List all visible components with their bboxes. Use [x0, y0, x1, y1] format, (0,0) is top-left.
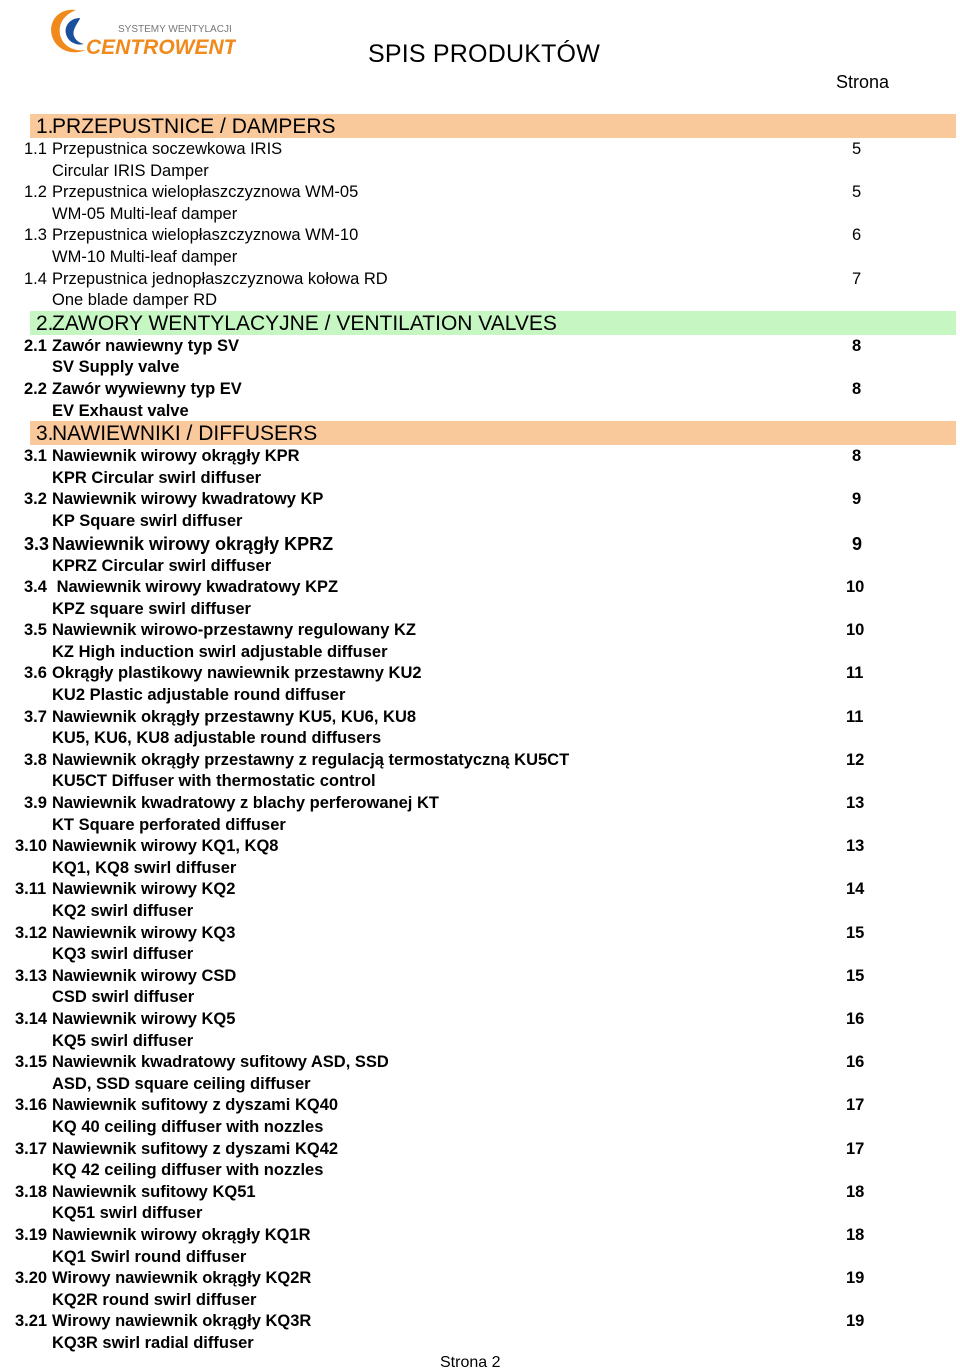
- entry-number: 3.5: [24, 621, 47, 640]
- section-header: [0, 114, 960, 138]
- entry-number: 3.15: [15, 1053, 48, 1072]
- entry-title-en: Circular IRIS Damper: [52, 161, 209, 180]
- toc-entry-subtitle: [0, 900, 960, 922]
- entry-number: 3.14: [15, 1009, 48, 1028]
- entry-page-number: 10: [846, 621, 865, 640]
- toc-entry-subtitle: [0, 510, 960, 532]
- entry-number: 3.6: [24, 664, 47, 683]
- entry-title-en: KQ51 swirl diffuser: [52, 1204, 203, 1223]
- toc-entry[interactable]: [0, 1224, 960, 1246]
- entry-title-pl: Nawiewnik wirowy okrągły KQ1R: [52, 1225, 311, 1244]
- toc-entry-subtitle: [0, 203, 960, 225]
- toc-entry[interactable]: [0, 706, 960, 728]
- entry-title-pl: Przepustnica soczewkowa IRIS: [52, 140, 283, 158]
- toc-entry[interactable]: [0, 619, 960, 641]
- entry-number: 3.9: [24, 794, 47, 813]
- entry-title-en: KU5CT Diffuser with thermostatic control: [52, 772, 376, 791]
- entry-page-number: 8: [852, 447, 862, 466]
- toc-entry[interactable]: [0, 878, 960, 900]
- toc-entry[interactable]: [0, 1008, 960, 1030]
- entry-title-pl: Nawiewnik wirowy okrągły KPR: [52, 447, 300, 466]
- entry-number: 1.3: [24, 226, 47, 245]
- entry-title-pl: Nawiewnik sufitowy z dyszami KQ40: [52, 1096, 339, 1115]
- entry-title-en: KU2 Plastic adjustable round diffuser: [52, 686, 346, 705]
- entry-page-number: 16: [846, 1053, 865, 1072]
- entry-number: 3.11: [15, 880, 47, 899]
- toc-entry-subtitle: [0, 684, 960, 706]
- entry-title-pl: Zawór wywiewny typ EV: [52, 379, 242, 398]
- entry-title-pl: Nawiewnik sufitowy z dyszami KQ42: [52, 1139, 339, 1158]
- entry-title-en: KQ2 swirl diffuser: [52, 902, 194, 920]
- section-title: PRZEPUSTNICE / DAMPERS: [52, 115, 336, 138]
- entry-number: 3.7: [24, 707, 47, 726]
- table-of-contents: [0, 114, 960, 1353]
- section-header: [0, 421, 960, 445]
- toc-entry-subtitle: [0, 356, 960, 378]
- entry-number: 1.2: [24, 183, 47, 202]
- entry-page-number: 9: [852, 490, 862, 509]
- toc-entry[interactable]: [0, 749, 960, 771]
- entry-page-number: 17: [846, 1139, 865, 1158]
- logo-tagline: SYSTEMY WENTYLACJI: [118, 24, 232, 35]
- toc-entry-subtitle: [0, 1159, 960, 1181]
- toc-entry[interactable]: [0, 181, 960, 203]
- toc-entry[interactable]: [0, 532, 960, 555]
- entry-number: 1.4: [24, 269, 47, 288]
- entry-number: 3.8: [24, 750, 47, 769]
- entry-page-number: 11: [846, 664, 864, 683]
- toc-entry[interactable]: [0, 445, 960, 467]
- entry-title-en: EV Exhaust valve: [52, 401, 189, 420]
- entry-title-en: SV Supply valve: [52, 358, 180, 377]
- entry-title-pl: Nawiewnik wirowo-przestawny regulowany KZ: [52, 621, 416, 640]
- toc-entry-subtitle: [0, 400, 960, 422]
- page-title: SPIS PRODUKTÓW: [368, 40, 600, 68]
- entry-title-pl: Przepustnica jednopłaszczyznowa kołowa RD: [52, 269, 388, 288]
- entry-title-pl: Nawiewnik wirowy kwadratowy KPZ: [52, 578, 339, 597]
- entry-title-en: KQ3R swirl radial diffuser: [52, 1333, 254, 1352]
- toc-entry-subtitle: [0, 1116, 960, 1138]
- entry-title-en: KQ 42 ceiling diffuser with nozzles: [52, 1161, 324, 1180]
- entry-page-number: 13: [846, 794, 865, 813]
- entry-title-en: KQ 40 ceiling diffuser with nozzles: [52, 1117, 324, 1136]
- entry-page-number: 11: [846, 707, 864, 726]
- entry-title-pl: Wirowy nawiewnik okrągły KQ2R: [52, 1269, 312, 1288]
- entry-title-en: KQ1, KQ8 swirl diffuser: [52, 858, 237, 877]
- toc-entry-subtitle: [0, 1332, 960, 1354]
- toc-entry-subtitle: [0, 555, 960, 577]
- entry-title-en: WM-10 Multi-leaf damper: [52, 247, 238, 266]
- toc-entry[interactable]: [0, 662, 960, 684]
- entry-page-number: 12: [846, 750, 865, 769]
- entry-page-number: 6: [852, 226, 862, 245]
- entry-page-number: 5: [852, 183, 862, 202]
- entry-page-number: 5: [852, 140, 862, 158]
- entry-page-number: 18: [846, 1182, 865, 1201]
- toc-entry-subtitle: [0, 160, 960, 182]
- entry-title-en: KP Square swirl diffuser: [52, 511, 243, 530]
- entry-title-pl: Wirowy nawiewnik okrągły KQ3R: [52, 1312, 312, 1331]
- section-number: 1.: [36, 115, 54, 138]
- entry-number: 3.17: [15, 1139, 48, 1158]
- entry-page-number: 19: [846, 1312, 865, 1331]
- entry-title-en: KT Square perforated diffuser: [52, 815, 286, 834]
- entry-title-pl: Zawór nawiewny typ SV: [52, 336, 240, 355]
- section-title: ZAWORY WENTYLACYJNE / VENTILATION VALVES: [52, 311, 557, 335]
- entry-number: 3.21: [15, 1312, 48, 1331]
- entry-page-number: 15: [846, 966, 865, 985]
- entry-page-number: 15: [846, 923, 865, 942]
- toc-entry[interactable]: [0, 1310, 960, 1332]
- page-column-header: Strona: [836, 72, 890, 92]
- entry-title-en: CSD swirl diffuser: [52, 988, 195, 1007]
- toc-entry[interactable]: [0, 965, 960, 987]
- toc-entry[interactable]: [0, 835, 960, 857]
- entry-title-pl: Nawiewnik wirowy KQ5: [52, 1009, 236, 1028]
- section-title: NAWIEWNIKI / DIFFUSERS: [52, 422, 318, 446]
- entry-title-pl: Nawiewnik wirowy KQ1, KQ8: [52, 837, 279, 856]
- toc-entry-subtitle: [0, 727, 960, 749]
- toc-entry-subtitle: [0, 770, 960, 792]
- entry-title-pl: Nawiewnik okrągły przestawny KU5, KU6, KU8: [52, 707, 417, 726]
- toc-entry[interactable]: [0, 576, 960, 598]
- toc-entry-subtitle: [0, 641, 960, 663]
- entry-number: 3.4: [24, 578, 47, 597]
- entry-title-pl: Nawiewnik kwadratowy sufitowy ASD, SSD: [52, 1053, 389, 1072]
- entry-number: 3.13: [15, 966, 48, 985]
- toc-entry-subtitle: [0, 1073, 960, 1095]
- toc-entry[interactable]: [0, 488, 960, 510]
- entry-number: 2.1: [24, 336, 47, 355]
- entry-page-number: 10: [846, 578, 865, 597]
- section-number: 3.: [36, 422, 54, 446]
- toc-entry[interactable]: [0, 1267, 960, 1289]
- toc-entry-subtitle: [0, 857, 960, 879]
- entry-title-en: WM-05 Multi-leaf damper: [52, 204, 238, 223]
- section-number: 2.: [36, 311, 54, 335]
- toc-entry-subtitle: [0, 1289, 960, 1311]
- entry-number: 3.12: [15, 923, 48, 942]
- entry-number: 1.1: [24, 140, 47, 158]
- toc-entry[interactable]: [0, 335, 960, 357]
- entry-number: 3.20: [15, 1269, 48, 1288]
- entry-title-pl: Nawiewnik wirowy KQ3: [52, 923, 236, 942]
- entry-title-pl: Nawiewnik kwadratowy z blachy perferowanej KT: [52, 794, 439, 813]
- toc-entry[interactable]: [0, 1094, 960, 1116]
- toc-entry[interactable]: [0, 378, 960, 400]
- entry-title-en: KQ1 Swirl round diffuser: [52, 1247, 247, 1266]
- entry-title-en: KQ2R round swirl diffuser: [52, 1290, 257, 1309]
- toc-entry[interactable]: [0, 922, 960, 944]
- entry-number: 3.19: [15, 1225, 48, 1244]
- entry-title-en: KQ3 swirl diffuser: [52, 945, 194, 964]
- entry-number: 3.2: [24, 490, 47, 509]
- entry-number: 3.3: [24, 533, 50, 554]
- entry-title-pl: Nawiewnik wirowy kwadratowy KP: [52, 490, 324, 509]
- toc-entry[interactable]: [0, 1181, 960, 1203]
- toc-entry[interactable]: [0, 224, 960, 246]
- toc-entry-subtitle: [0, 986, 960, 1008]
- entry-title-en: KPRZ Circular swirl diffuser: [52, 556, 272, 575]
- section-header: [0, 311, 960, 335]
- entry-page-number: 9: [852, 533, 863, 554]
- entry-title-pl: Nawiewnik wirowy KQ2: [52, 880, 236, 899]
- entry-page-number: 18: [846, 1225, 865, 1244]
- entry-number: 3.16: [15, 1096, 48, 1115]
- toc-entry-subtitle: [0, 598, 960, 620]
- centrowent-logo: [46, 4, 236, 62]
- entry-title-en: ASD, SSD square ceiling diffuser: [52, 1074, 311, 1093]
- entry-title-en: One blade damper RD: [52, 291, 218, 310]
- entry-title-pl: Nawiewnik okrągły przestawny z regulacją termostatyczną KU5CT: [52, 750, 570, 769]
- entry-page-number: 17: [846, 1096, 865, 1115]
- toc-entry-subtitle: [0, 1246, 960, 1268]
- entry-page-number: 7: [852, 269, 862, 288]
- entry-page-number: 14: [846, 880, 865, 899]
- entry-title-pl: Przepustnica wielopłaszczyznowa WM-10: [52, 226, 359, 245]
- entry-title-en: KQ5 swirl diffuser: [52, 1031, 194, 1050]
- entry-number: 2.2: [24, 379, 47, 398]
- entry-title-pl: Okrągły plastikowy nawiewnik przestawny KU2: [52, 664, 422, 683]
- entry-title-en: KPZ square swirl diffuser: [52, 599, 251, 618]
- entry-page-number: 8: [852, 336, 862, 355]
- entry-page-number: 19: [846, 1269, 865, 1288]
- entry-title-en: KU5, KU6, KU8 adjustable round diffusers: [52, 729, 382, 748]
- entry-page-number: 16: [846, 1009, 865, 1028]
- entry-title-pl: Nawiewnik sufitowy KQ51: [52, 1182, 256, 1201]
- logo-name: CENTROWENT: [86, 36, 236, 59]
- toc-entry-subtitle: [0, 246, 960, 268]
- entry-number: 3.18: [15, 1182, 48, 1201]
- toc-entry[interactable]: [0, 268, 960, 290]
- toc-entry[interactable]: [0, 1051, 960, 1073]
- page-footer: Strona 2: [440, 1354, 501, 1371]
- toc-entry-subtitle: [0, 814, 960, 836]
- entry-number: 3.10: [15, 837, 48, 856]
- toc-entry-subtitle: [0, 467, 960, 489]
- toc-entry[interactable]: [0, 138, 960, 160]
- entry-title-pl: Nawiewnik wirowy CSD: [52, 966, 237, 985]
- toc-entry-subtitle: [0, 289, 960, 311]
- toc-entry-subtitle: [0, 1202, 960, 1224]
- entry-number: 3.1: [24, 447, 47, 466]
- toc-entry[interactable]: [0, 1138, 960, 1160]
- entry-title-pl: Przepustnica wielopłaszczyznowa WM-05: [52, 183, 359, 202]
- entry-page-number: 13: [846, 837, 865, 856]
- toc-entry-subtitle: [0, 1030, 960, 1052]
- toc-entry-subtitle: [0, 943, 960, 965]
- entry-title-en: KPR Circular swirl diffuser: [52, 468, 262, 487]
- entry-page-number: 8: [852, 379, 862, 398]
- entry-title-pl: Nawiewnik wirowy okrągły KPRZ: [52, 533, 334, 554]
- entry-title-en: KZ High induction swirl adjustable diffuser: [52, 642, 388, 661]
- toc-entry[interactable]: [0, 792, 960, 814]
